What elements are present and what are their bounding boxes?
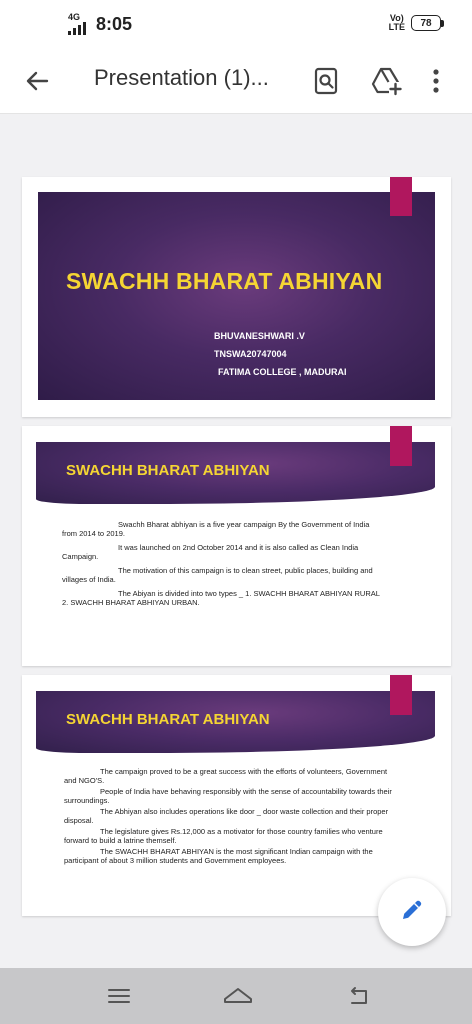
slide-3[interactable] xyxy=(22,675,451,916)
accent-tab xyxy=(390,426,412,466)
paragraph: People of India have behaving responsibly with the sense of accountability towards their surroundings. xyxy=(64,787,392,805)
paragraph: The legislature gives Rs.12,000 as a motivator for those country families who venture forward to build a latrine themself. xyxy=(64,827,383,845)
accent-tab xyxy=(390,177,412,216)
document-title: Presentation (1)... xyxy=(94,65,269,90)
paragraph: The campaign proved to be a great success with the efforts of volunteers, Government and NGO'S. xyxy=(64,767,388,785)
header-band xyxy=(36,691,435,753)
status-time: 8:05 xyxy=(96,14,133,34)
author-id: TNSWA20747004 xyxy=(214,349,287,359)
search-document-icon[interactable] xyxy=(309,64,343,98)
slide-body xyxy=(64,767,394,867)
app-bar xyxy=(0,48,472,114)
paragraph: The SWACHH BHARAT ABHIYAN is the most significant Indian campaign with the participant of about 3 million students and Government employees. xyxy=(64,847,373,865)
back-arrow-icon[interactable] xyxy=(22,66,52,96)
author-block xyxy=(214,327,347,381)
slide-1[interactable] xyxy=(22,177,451,417)
author-college: FATIMA COLLEGE , MADURAI xyxy=(218,367,347,377)
recent-apps-icon[interactable] xyxy=(104,982,134,1010)
battery-level: 78 xyxy=(411,15,441,31)
volte-indicator xyxy=(389,14,405,32)
title-panel xyxy=(38,192,435,400)
header-band xyxy=(36,442,435,504)
paragraph: The Abhiyan also includes operations like door _ door waste collection and their proper disposal. xyxy=(64,807,389,825)
battery-icon xyxy=(411,15,444,31)
back-icon[interactable] xyxy=(344,982,374,1010)
edit-pencil-icon xyxy=(398,896,426,929)
system-nav-bar xyxy=(0,968,472,1024)
slide-body xyxy=(62,520,382,612)
paragraph: Swachh Bharat abhiyan is a five year campaign By the Government of India from 2014 to 2019. xyxy=(62,520,370,538)
slide-title: SWACHH BHARAT ABHIYAN xyxy=(66,462,270,479)
more-vert-icon[interactable] xyxy=(426,64,446,98)
author-name: BHUVANESHWARI .V xyxy=(214,331,305,341)
slide-title: SWACHH BHARAT ABHIYAN xyxy=(66,268,383,294)
status-left xyxy=(68,14,132,35)
status-right xyxy=(389,14,444,32)
status-bar xyxy=(0,0,472,48)
signal-icon xyxy=(68,21,86,35)
slide-title: SWACHH BHARAT ABHIYAN xyxy=(66,711,270,728)
paragraph: The motivation of this campaign is to clean street, public places, building and villages of India. xyxy=(62,566,373,584)
volte-label: Vo) xyxy=(389,13,404,23)
home-icon[interactable] xyxy=(220,982,256,1010)
slide-2[interactable] xyxy=(22,426,451,666)
edit-button[interactable] xyxy=(378,878,446,946)
lte-label: LTE xyxy=(388,22,405,32)
network-type: 4G xyxy=(68,12,81,22)
accent-tab xyxy=(390,675,412,715)
add-to-drive-icon[interactable] xyxy=(369,64,403,98)
paragraph: It was launched on 2nd October 2014 and it is also called as Clean India Campaign. xyxy=(62,543,359,561)
paragraph: The Abiyan is divided into two types _ 1. SWACHH BHARAT ABHIYAN RURAL 2. SWACHH BHARAT ABHIYAN URBAN. xyxy=(62,589,380,607)
